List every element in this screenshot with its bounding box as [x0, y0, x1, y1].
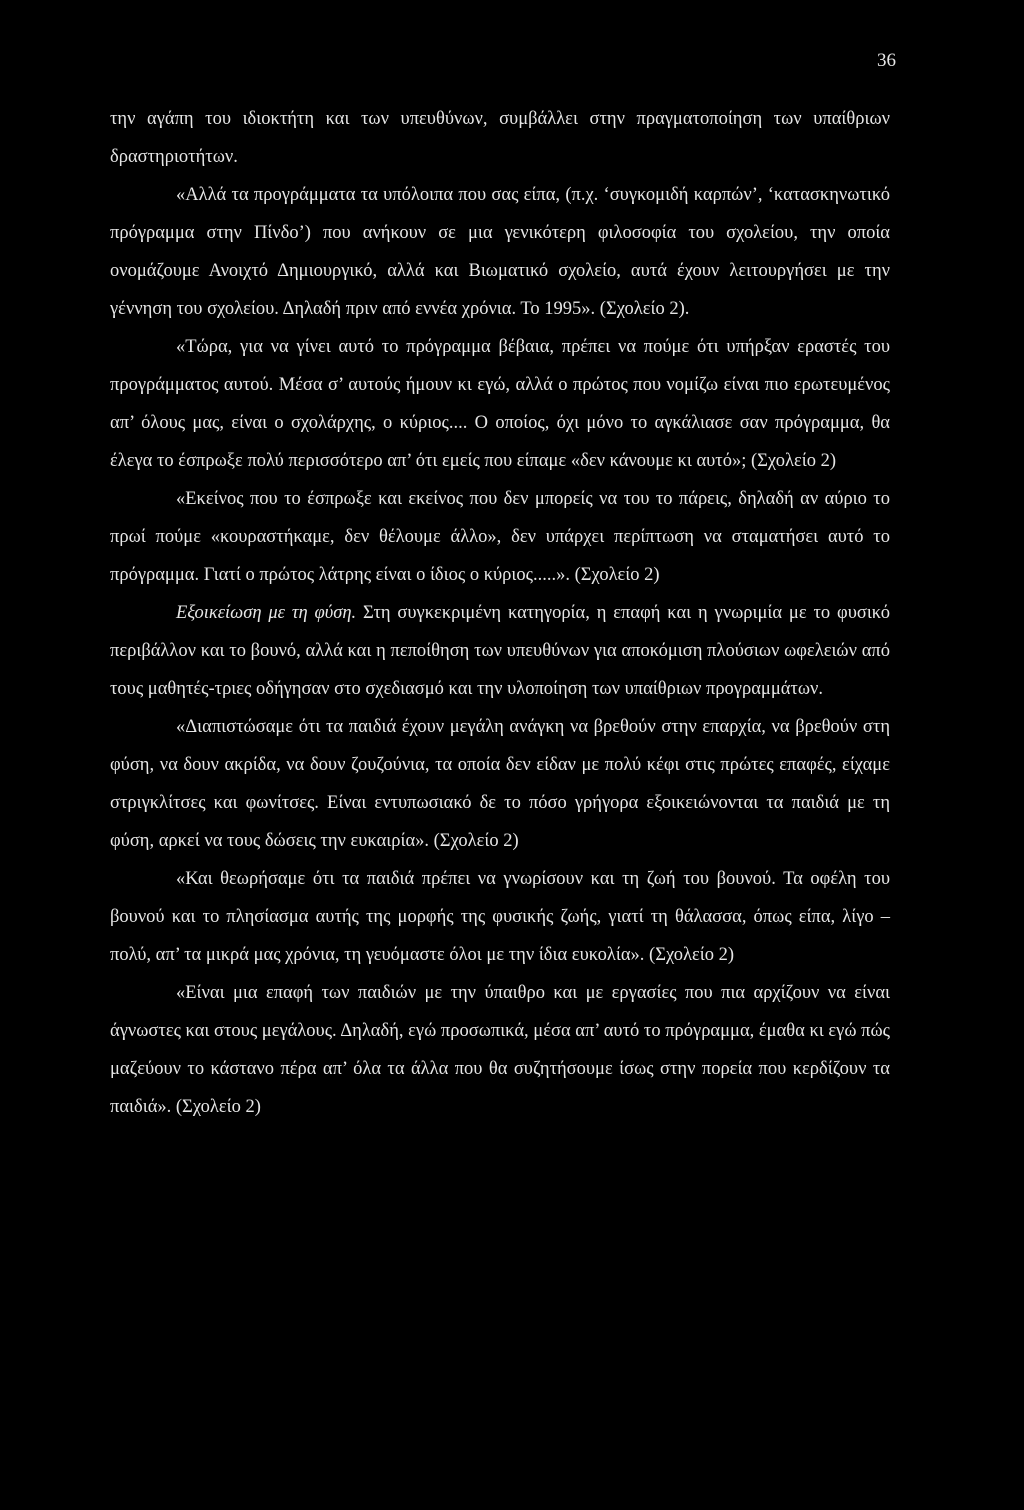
paragraph-8: «Είναι μια επαφή των παιδιών με την ύπαιθρο και με εργασίες που πια αρχίζουν να είναι άγνωστες και στους μεγάλους. Δηλαδή, εγώ προσωπικά, μέσα απ’ αυτό το πρόγραμμα, έμαθα κι εγώ πώς μαζεύουν το κάστανο πέρα απ’ όλα τα άλλα που θα συζητήσουμε ίσως στην πορεία που κερδίζουν τα παιδιά». (Σχολείο 2) [110, 983, 890, 1117]
page-number: 36 [877, 50, 896, 71]
paragraph-2: «Αλλά τα προγράμματα τα υπόλοιπα που σας είπα, (π.χ. ‘συγκομιδή καρπών’, ‘κατασκηνωτικό πρόγραμμα στην Πίνδο’) που ανήκουν σε μια γενικότερη φιλοσοφία του σχολείου, την οποία ονομάζουμε Ανοιχτό Δημιουργικό, αλλά και Βιωματικό σχολείο, αυτά έχουν λειτουργήσει με την γέννηση του σχολείου. Δηλαδή πριν από εννέα χρόνια. Το 1995». (Σχολείο 2). [110, 185, 890, 319]
paragraph-5 [110, 594, 890, 708]
paragraph-3: «Τώρα, για να γίνει αυτό το πρόγραμμα βέβαια, πρέπει να πούμε ότι υπήρξαν εραστές του προγράμματος αυτού. Μέσα σ’ αυτούς ήμουν κι εγώ, αλλά ο πρώτος που νομίζω είναι πιο ερωτευμένος απ’ όλους μας, είναι ο σχολάρχης, ο κύριος.... Ο οποίος, όχι μόνο το αγκάλιασε σαν πρόγραμμα, θα έλεγα το έσπρωξε πολύ περισσότερο απ’ ότι εμείς που είπαμε «δεν κάνουμε κι αυτό»; (Σχολείο 2) [110, 337, 890, 471]
paragraph-1: την αγάπη του ιδιοκτήτη και των υπευθύνων, συμβάλλει στην πραγματοποίηση των υπαίθριων δραστηριοτήτων. [110, 109, 890, 167]
document-body [110, 100, 890, 1126]
paragraph-4: «Εκείνος που το έσπρωξε και εκείνος που δεν μπορείς να του το πάρεις, δηλαδή αν αύριο το πρωί πούμε «κουραστήκαμε, δεν θέλουμε άλλο», δεν υπάρχει περίπτωση να σταματήσει αυτό το πρόγραμμα. Γιατί ο πρώτος λάτρης είναι ο ίδιος ο κύριος.....». (Σχολείο 2) [110, 489, 890, 585]
paragraph-7: «Και θεωρήσαμε ότι τα παιδιά πρέπει να γνωρίσουν και τη ζωή του βουνού. Τα οφέλη του βουνού και το πλησίασμα αυτής της μορφής της φυσικής ζωής, γιατί τη θάλασσα, όπως είπα, λίγο – πολύ, απ’ τα μικρά μας χρόνια, τη γευόμαστε όλοι με την ίδια ευκολία». (Σχολείο 2) [110, 869, 890, 965]
paragraph-6: «Διαπιστώσαμε ότι τα παιδιά έχουν μεγάλη ανάγκη να βρεθούν στην επαρχία, να βρεθούν στη φύση, να δουν ακρίδα, να δουν ζουζούνια, τα οποία δεν είδαν με πολύ κέφι στις πρώτες επαφές, είχαμε στριγκλίτσες και φωνίτσες. Είναι εντυπωσιακό δε το πόσο γρήγορα εξοικειώνονται τα παιδιά με τη φύση, αρκεί να τους δώσεις την ευκαιρία». (Σχολείο 2) [110, 717, 890, 851]
paragraph-5-text: Στη συγκεκριμένη κατηγορία, η επαφή και η γνωριμία με το φυσικό περιβάλλον και το βουνό, αλλά και η πεποίθηση των υπευθύνων για αποκόμιση πλούσιων ωφελειών από τους μαθητές-τριες οδήγησαν στο σχεδιασμό και την υλοποίηση των υπαίθριων προγραμμάτων. [110, 603, 890, 699]
section-heading: Εξοικείωση με τη φύση. [176, 603, 357, 623]
